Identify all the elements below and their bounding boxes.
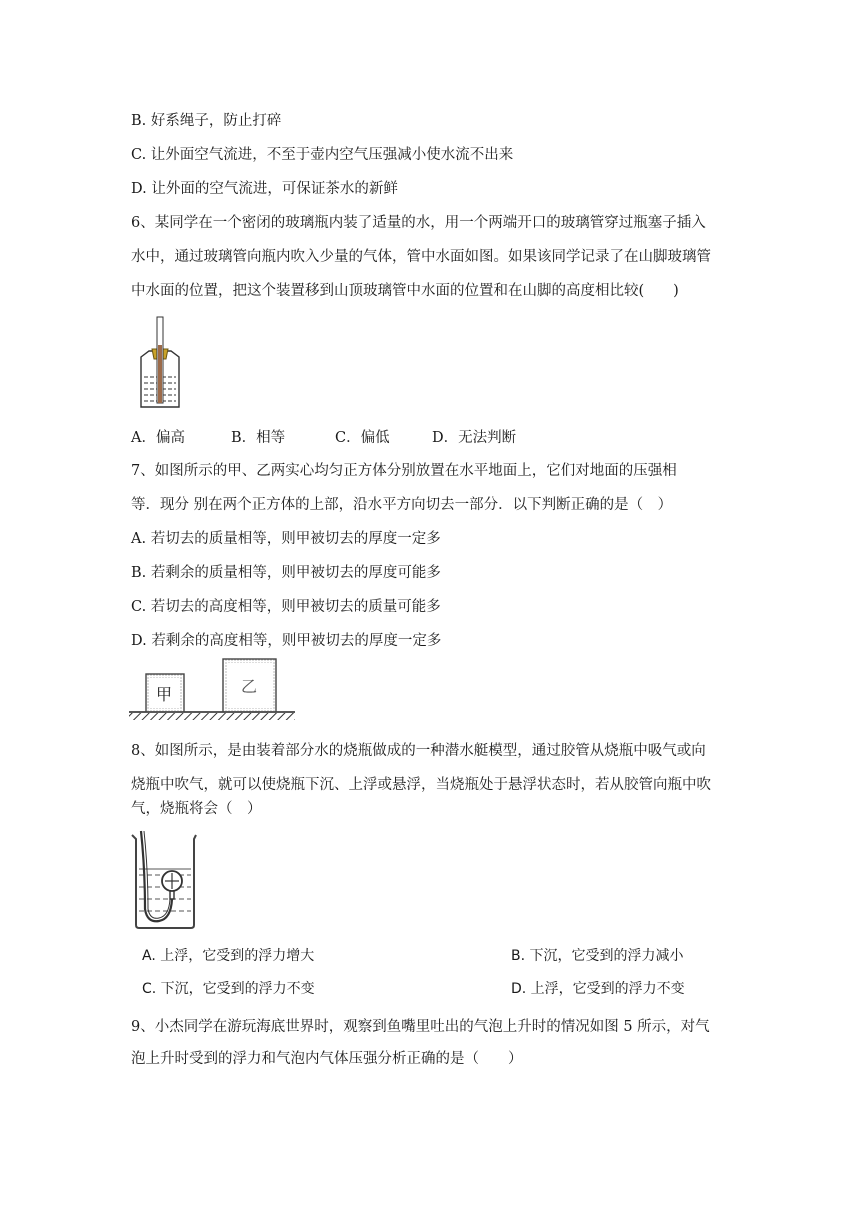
q6-option-d: D．无法判断 — [432, 430, 517, 446]
q7-stem-line-1: 7、如图所示的甲、乙两实心均匀正方体分别放置在水平地面上，它们对地面的压强相 — [131, 463, 677, 479]
q6-stem-line-3: 中水面的位置，把这个装置移到山顶玻璃管中水面的位置和在山脚的高度相比较( ) — [131, 283, 679, 299]
q7-label-yi: 乙 — [241, 677, 258, 696]
q7-option-b: B. 若剩余的质量相等，则甲被切去的厚度可能多 — [131, 565, 441, 581]
q9-stem-line-1: 9、小杰同学在游玩海底世界时，观察到鱼嘴里吐出的气泡上升时的情况如图 5 所示，对气 — [131, 1019, 710, 1035]
q7-label-jia: 甲 — [156, 685, 173, 704]
q8-option-c: C. 下沉，它受到的浮力不变 — [142, 981, 315, 997]
q7-option-c: C. 若切去的高度相等，则甲被切去的质量可能多 — [131, 599, 441, 615]
q8-submarine-model-figure — [129, 829, 199, 931]
q8-stem-line-2: 烧瓶中吹气，就可以使烧瓶下沉、上浮或悬浮，当烧瓶处于悬浮状态时，若从胶管向瓶中吹 — [131, 777, 711, 793]
q8-stem-line-3: 气，烧瓶将会（ ） — [131, 801, 262, 817]
q6-option-c: C．偏低 — [335, 430, 390, 446]
q8-option-b: B. 下沉，它受到的浮力减小 — [511, 948, 684, 964]
q6-option-b: B．相等 — [231, 430, 286, 446]
q7-option-a: A. 若切去的质量相等，则甲被切去的厚度一定多 — [131, 531, 441, 547]
q7-cubes-figure — [129, 656, 295, 722]
q5-option-c: C. 让外面空气流进，不至于壶内空气压强减小使水流不出来 — [131, 147, 514, 163]
q7-stem-line-2: 等．现分 别在两个正方体的上部，沿水平方向切去一部分．以下判断正确的是（ ） — [131, 497, 673, 513]
q7-option-d: D. 若剩余的高度相等，则甲被切去的厚度一定多 — [131, 633, 442, 649]
q5-option-d: D. 让外面的空气流进，可保证茶水的新鲜 — [131, 181, 398, 197]
q6-stem-line-2: 水中，通过玻璃管向瓶内吹入少量的气体，管中水面如图。如果该同学记录了在山脚玻璃管 — [131, 249, 711, 265]
q6-stem-line-1: 6、某同学在一个密闭的玻璃瓶内装了适量的水，用一个两端开口的玻璃管穿过瓶塞子插入 — [131, 215, 706, 231]
q8-option-a: A. 上浮，它受到的浮力增大 — [142, 948, 315, 964]
q9-stem-line-2: 泡上升时受到的浮力和气泡内气体压强分析正确的是（ ） — [131, 1051, 523, 1067]
q8-stem-line-1: 8、如图所示，是由装着部分水的烧瓶做成的一种潜水艇模型，通过胶管从烧瓶中吸气或向 — [131, 743, 706, 759]
q6-bottle-figure — [135, 315, 185, 410]
q5-option-b: B. 好系绳子，防止打碎 — [131, 113, 282, 129]
q6-option-a: A．偏高 — [131, 430, 185, 446]
q8-option-d: D. 上浮，它受到的浮力不变 — [511, 981, 685, 997]
